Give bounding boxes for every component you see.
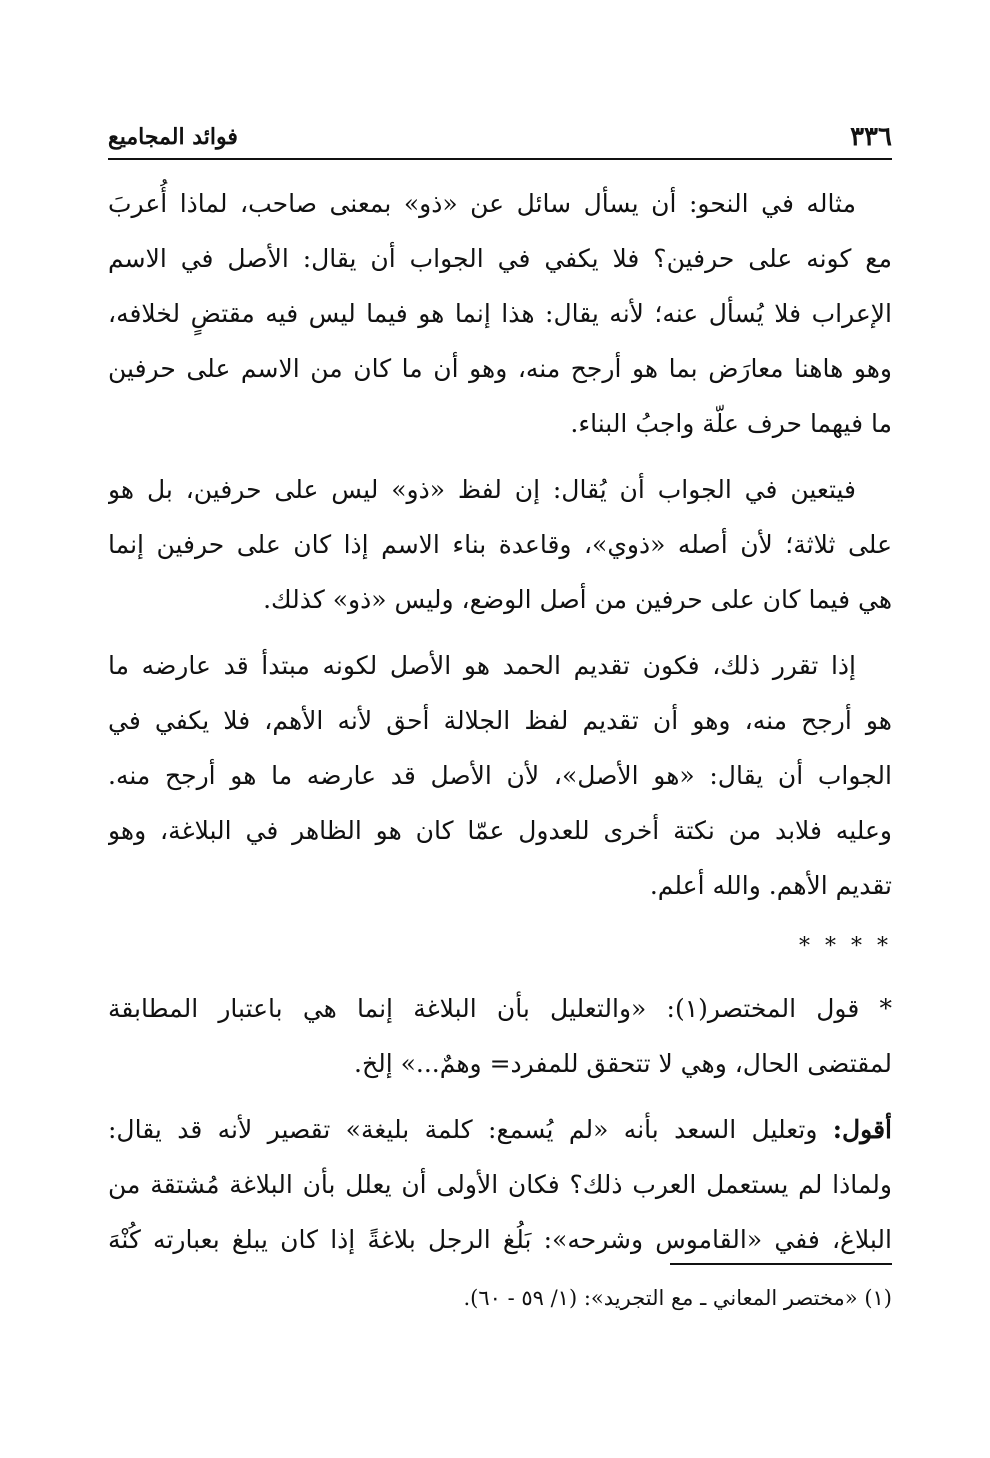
page-header (108, 120, 892, 156)
text-line: البلاغ، ففي «القاموس وشرحه»: بَلُغ الرجل بلاغةً إذا كان يبلغ بعبارته كُنْهَ (108, 1225, 892, 1254)
paragraph-reply (108, 1102, 892, 1267)
footnote-rule (670, 1263, 892, 1265)
text-line: هي فيما كان على حرفين من أصل الوضع، وليس «ذو» كذلك. (263, 585, 892, 614)
text-line: فيتعين في الجواب أن يُقال: إن لفظ «ذو» ليس على حرفين، بل هو (108, 475, 856, 504)
section-separator: * * * * (799, 934, 892, 959)
text-line: وعليه فلابد من نكتة أخرى للعدول عمّا كان هو الظاهر في البلاغة، وهو (108, 816, 892, 845)
book-title: فوائد المجاميع (108, 124, 238, 150)
paragraph-quote (108, 981, 892, 1091)
footnote: (١) «مختصر المعاني ـ مع التجريد»: (١/ ٥٩ - ٦٠). (463, 1286, 892, 1310)
text-line: مثاله في النحو: أن يسأل سائل عن «ذو» بمعنى صاحب، لماذا أُعربَ (108, 189, 856, 218)
main-text (108, 176, 892, 1278)
text-line: إذا تقرر ذلك، فكون تقديم الحمد هو الأصل لكونه مبتدأ قد عارضه ما (108, 651, 856, 680)
reply-line-rest: وتعليل السعد بأنه «لم يُسمع: كلمة بليغة» تقصير لأنه قد يقال: (108, 1115, 833, 1144)
text-line: وهو هاهنا معارَض بما هو أرجح منه، وهو أن ما كان من الاسم على حرفين (108, 354, 892, 383)
text-line: هو أرجح منه، وهو أن تقديم لفظ الجلالة أحق لأنه الأهم، فلا يكفي في (108, 706, 892, 735)
text-line (108, 1102, 892, 1157)
text-line: الإعراب فلا يُسأل عنه؛ لأنه يقال: هذا إنما هو فيما ليس فيه مقتضٍ لخلافه، (108, 299, 892, 328)
reply-lead: أقول: (832, 1115, 892, 1144)
paragraph-conclusion (108, 638, 892, 913)
text-line: الجواب أن يقال: «هو الأصل»، لأن الأصل قد عارضه ما هو أرجح منه. (108, 761, 892, 790)
text-line: ما فيهما حرف علّة واجبُ البناء. (570, 409, 892, 438)
text-line: تقديم الأهم. والله أعلم. (649, 871, 892, 900)
text-line: على ثلاثة؛ لأن أصله «ذوي»، وقاعدة بناء الاسم إذا كان على حرفين إنما (108, 530, 892, 559)
paragraph-answer-dhu (108, 462, 892, 627)
paragraph-example (108, 176, 892, 451)
page-number: ٣٣٦ (850, 122, 892, 152)
text-line: * قول المختصر(١): «والتعليل بأن البلاغة إنما هي باعتبار المطابقة (108, 994, 892, 1023)
header-rule (108, 158, 892, 160)
text-line: ولماذا لم يستعمل العرب ذلك؟ فكان الأولى أن يعلل بأن البلاغة مُشتقة من (108, 1170, 892, 1199)
text-line: مع كونه على حرفين؟ فلا يكفي في الجواب أن يقال: الأصل في الاسم (108, 244, 892, 273)
text-line: لمقتضى الحال، وهي لا تتحقق للمفرد= وهمٌ...» إلخ. (354, 1049, 892, 1078)
